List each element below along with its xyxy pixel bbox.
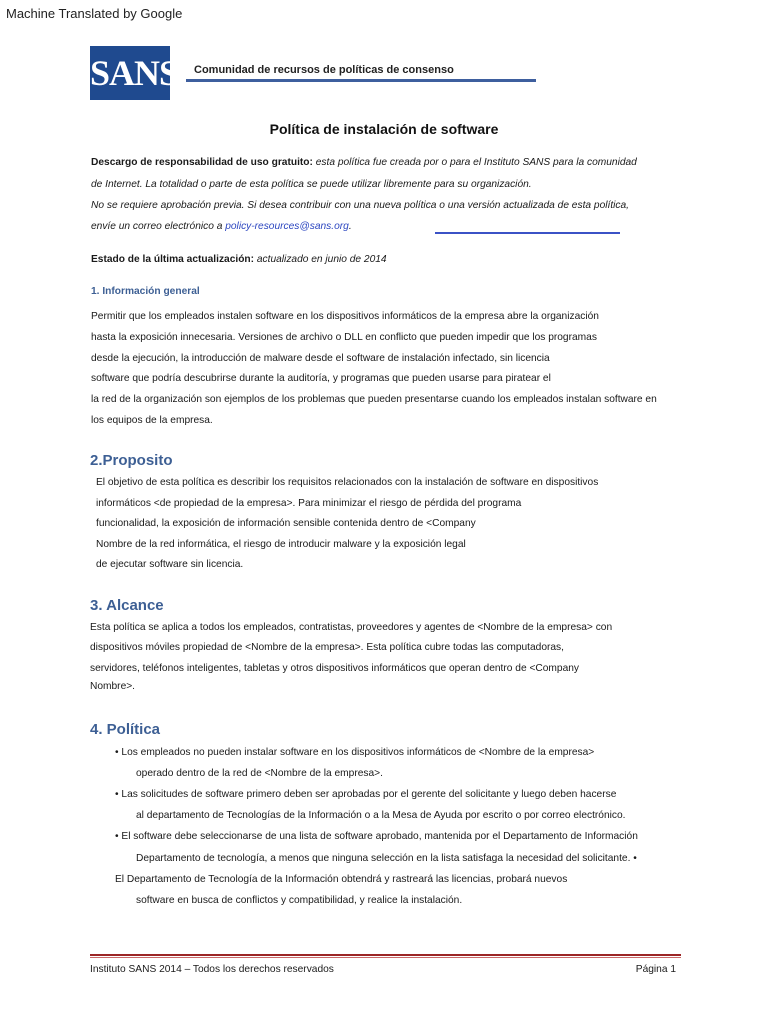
header-divider <box>186 79 536 82</box>
email-link[interactable]: policy-resources@sans.org <box>225 221 349 232</box>
status-line <box>91 253 387 267</box>
section-4-heading: 4. Política <box>90 721 161 738</box>
section-1-heading: 1. Información general <box>91 286 200 297</box>
policy-bullet-line: • Las solicitudes de software primero deben ser aprobadas por el gerente del solicitante y luego deben hacerse <box>115 789 617 800</box>
footer-copyright: Instituto SANS 2014 – Todos los derechos reservados <box>90 964 334 975</box>
footer-divider <box>90 954 681 956</box>
section-1-line: hasta la exposición innecesaria. Versiones de archivo o DLL en conflicto que pueden impedir que los programas <box>91 332 597 343</box>
section-2-heading: 2.Proposito <box>90 452 173 469</box>
status-label: Estado de la última actualización: <box>91 254 255 265</box>
disclaimer-line-3: No se requiere aprobación previa. Si desea contribuir con una nueva política o una versión actualizada de esta política, <box>91 200 630 211</box>
section-3-heading: 3. Alcance <box>90 597 164 614</box>
disclaimer-line-1 <box>91 156 637 170</box>
section-2-line: de ejecutar software sin licencia. <box>96 559 244 570</box>
community-subtitle: Comunidad de recursos de políticas de consenso <box>194 64 454 76</box>
disclaimer-line-4 <box>91 220 352 234</box>
disclaimer-period: . <box>348 221 352 232</box>
disclaimer-text-4: envíe un correo electrónico a <box>91 221 226 232</box>
section-1-line: los equipos de la empresa. <box>91 415 213 426</box>
policy-bullet-line: • Los empleados no pueden instalar software en los dispositivos informáticos de <Nombre de la empresa> <box>115 747 595 758</box>
disclaimer-line-2: de Internet. La totalidad o parte de esta política se puede utilizar libremente para su organización. <box>91 179 532 190</box>
policy-bullet-continuation: Departamento de tecnología, a menos que ninguna selección en la lista satisfaga la necesidad del solicitante. • <box>136 853 637 864</box>
email-link-underline <box>435 232 620 234</box>
section-3-line: Nombre>. <box>90 681 136 692</box>
section-3-line: servidores, teléfonos inteligentes, tabletas y otros dispositivos informáticos que operan dentro de <Company <box>90 663 579 674</box>
policy-bullet-continuation: al departamento de Tecnologías de la Información o a la Mesa de Ayuda por escrito o por correo electrónico. <box>136 810 626 821</box>
policy-bullet-line: • El software debe seleccionarse de una lista de software aprobado, mantenida por el Departamento de Información <box>115 831 638 842</box>
sans-logo: SANS <box>90 46 170 100</box>
section-1-line: Permitir que los empleados instalen software en los dispositivos informáticos de la empresa abre la organización <box>91 311 599 322</box>
disclaimer-label: Descargo de responsabilidad de uso gratuito: <box>91 157 313 168</box>
document-title: Política de instalación de software <box>269 121 499 137</box>
machine-translated-banner: Machine Translated by Google <box>6 6 183 21</box>
section-1-line: la red de la organización son ejemplos de los problemas que pueden presentarse cuando los empleados instalan software en <box>91 394 657 405</box>
policy-bullet-line: El Departamento de Tecnología de la Información obtendrá y rastreará las licencias, probará nuevos <box>115 874 568 885</box>
section-2-line: informáticos <de propiedad de la empresa>. Para minimizar el riesgo de pérdida del programa <box>96 498 522 509</box>
section-2-line: Nombre de la red informática, el riesgo de introducir malware y la exposición legal <box>96 539 466 550</box>
section-1-line: software que podría descubrirse durante la auditoría, y programas que pueden usarse para piratear el <box>91 373 551 384</box>
policy-bullet-continuation: software en busca de conflictos y compatibilidad, y realice la instalación. <box>136 895 463 906</box>
policy-bullet-continuation: operado dentro de la red de <Nombre de la empresa>. <box>136 768 383 779</box>
footer-page-number: Página 1 <box>635 964 676 975</box>
section-3-line: dispositivos móviles propiedad de <Nombre de la empresa>. Esta política cubre todas las computadoras, <box>90 642 564 653</box>
status-value: actualizado en junio de 2014 <box>254 254 387 265</box>
section-1-line: desde la ejecución, la introducción de malware desde el software de instalación infectado, sin licencia <box>91 353 550 364</box>
section-3-line: Esta política se aplica a todos los empleados, contratistas, proveedores y agentes de <Nombre de la empresa> con <box>90 622 613 633</box>
footer-divider-thin <box>90 957 681 958</box>
section-2-line: El objetivo de esta política es describir los requisitos relacionados con la instalación de software en dispositivos <box>96 477 599 488</box>
section-2-line: funcionalidad, la exposición de información sensible contenida dentro de <Company <box>96 518 476 529</box>
disclaimer-text-1: esta política fue creada por o para el Instituto SANS para la comunidad <box>312 157 637 168</box>
